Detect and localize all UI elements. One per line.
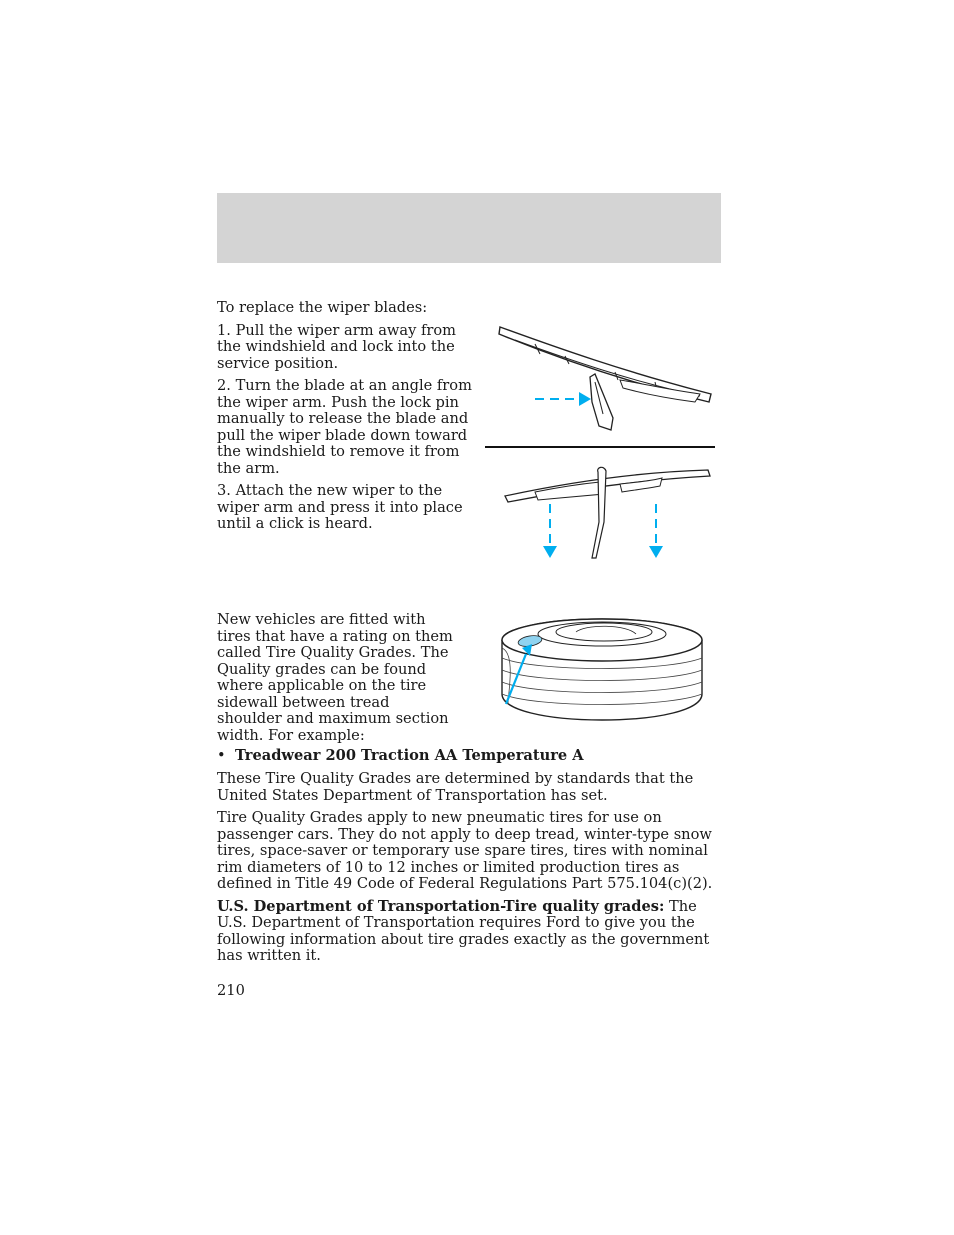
wiper-step-2: 2. Turn the blade at an angle from the wiper arm. Push the lock pin manually to release the blade and pull the wiper blade down toward the windshield to remove it from the arm. — [217, 377, 472, 477]
wiper-step-1: 1. Pull the wiper arm away from the windshield and lock into the service position. — [217, 321, 456, 372]
wiper-intro: To replace the wiper blades: — [217, 299, 428, 316]
bullet-dot: • — [217, 747, 226, 764]
dot-body: The U.S. Department of Transportation requires Ford to give you the following information about tire grades exactly as the government has written it. — [217, 897, 710, 964]
tire-para-2: Tire Quality Grades apply to new pneumatic tires for use on passenger cars. They do not apply to deep tread, winter-type snow tires, space-saver or temporary use spare tires, tires with nominal rim diameters of 10 to 12 inches or limited production tires as defined in Title 49 Code of Federal Regulations Part 575.104(c)(2). — [217, 809, 713, 892]
header-band — [217, 193, 721, 263]
tire-illustration — [496, 614, 708, 724]
grade-example — [217, 748, 584, 765]
wiper-instructions — [217, 300, 479, 533]
dot-heading: U.S. Department of Transportation-Tire quality grades: — [217, 897, 665, 915]
push-arrow-head — [579, 392, 591, 406]
wiper-step-3: 3. Attach the new wiper to the wiper arm and press it into place until a click is heard. — [217, 482, 463, 532]
figure-divider — [485, 446, 715, 448]
tire-paragraphs — [217, 771, 717, 965]
page-number: 210 — [217, 982, 245, 999]
down-arrow-right-head — [649, 546, 663, 558]
wiper-removal-illustration — [495, 322, 717, 434]
tire-intro: New vehicles are fitted with tires that have a rating on them called Tire Quality Grades. The Quality grades can be found where applicable on the tire sidewall between tread shoulder and maximum section width. For example: — [217, 611, 453, 744]
tire-para-1: These Tire Quality Grades are determined by standards that the United States Department of Transportation has set. — [217, 770, 694, 804]
down-arrow-left-head — [543, 546, 557, 558]
grade-example-text: Treadwear 200 Traction AA Temperature A — [235, 747, 584, 764]
tire-para-3 — [217, 899, 717, 965]
wiper-attach-illustration — [500, 462, 714, 562]
